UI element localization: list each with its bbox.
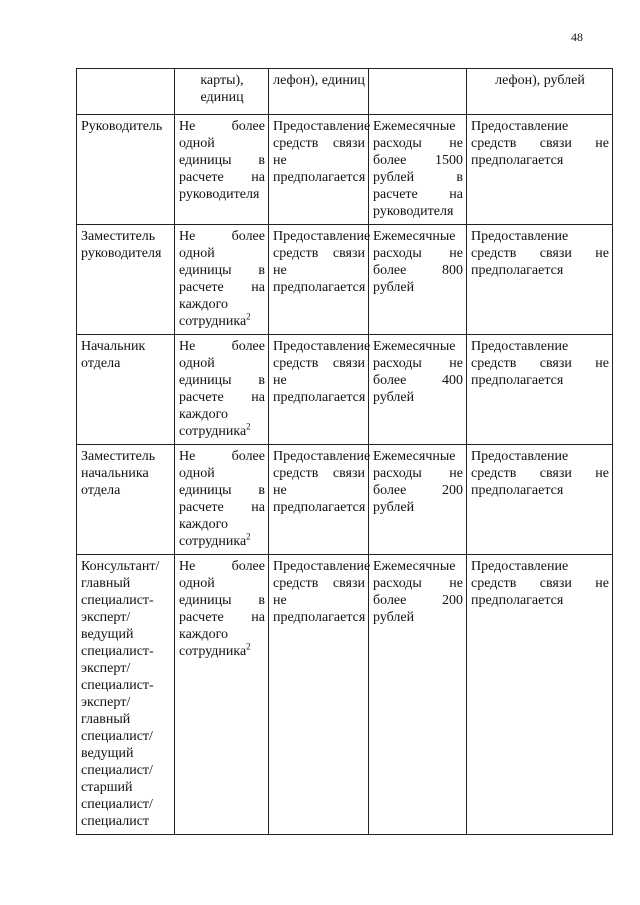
provision-text: Предоставление средств связи не предполагается <box>273 339 371 405</box>
expenses-cell <box>369 225 467 335</box>
expenses-text: Ежемесячные расходы не более 200 рублей <box>373 449 463 515</box>
expenses-text: Ежемесячные расходы не более 1500 рублей в расчете на руководителя <box>373 119 463 219</box>
provision2-text: Предоставление средств связи не предполагается <box>471 449 609 498</box>
provision2-cell <box>467 225 613 335</box>
table-row <box>77 555 613 835</box>
header-cell: карты), единиц <box>175 69 269 115</box>
quantity-text: Не более одной единицы в расчете на каждого сотрудника <box>179 559 265 659</box>
quantity-text: Не более одной единицы в расчете на каждого сотрудника <box>179 339 265 439</box>
provision-cell <box>269 225 369 335</box>
footnote-mark: 2 <box>246 531 251 542</box>
table-row <box>77 115 613 225</box>
expenses-cell <box>369 335 467 445</box>
provision-cell <box>269 115 369 225</box>
norms-table <box>76 68 613 835</box>
position-text: Начальник отдела <box>81 339 146 371</box>
header-cell: лефон), рублей <box>467 69 613 115</box>
position-text: Заместитель руководителя <box>81 229 162 261</box>
provision-text: Предоставление средств связи не предполагается <box>273 449 371 515</box>
provision-text: Предоставление средств связи не предполагается <box>273 229 371 295</box>
provision2-cell <box>467 555 613 835</box>
expenses-cell <box>369 445 467 555</box>
provision2-text: Предоставление средств связи не предполагается <box>471 229 609 278</box>
expenses-text: Ежемесячные расходы не более 400 рублей <box>373 339 463 405</box>
provision-text: Предоставление средств связи не предполагается <box>273 119 371 185</box>
quantity-cell <box>175 115 269 225</box>
provision2-cell <box>467 115 613 225</box>
table-row <box>77 445 613 555</box>
quantity-text: Не более одной единицы в расчете на руководителя <box>179 119 265 202</box>
header-cell: лефон), единиц <box>269 69 369 115</box>
provision-cell <box>269 445 369 555</box>
position-cell <box>77 115 175 225</box>
quantity-cell <box>175 445 269 555</box>
table-row <box>77 335 613 445</box>
provision-text: Предоставление средств связи не предполагается <box>273 559 371 625</box>
provision2-text: Предоставление средств связи не предполагается <box>471 559 609 608</box>
header-continuation-row <box>77 69 613 115</box>
footnote-mark: 2 <box>246 641 251 652</box>
position-cell <box>77 225 175 335</box>
page-number: 48 <box>571 30 583 44</box>
quantity-cell <box>175 225 269 335</box>
position-cell <box>77 335 175 445</box>
header-cell <box>369 69 467 115</box>
table-row <box>77 225 613 335</box>
position-cell <box>77 445 175 555</box>
footnote-mark: 2 <box>246 311 251 322</box>
position-cell <box>77 555 175 835</box>
quantity-text: Не более одной единицы в расчете на каждого сотрудника <box>179 229 265 329</box>
provision2-cell <box>467 335 613 445</box>
expenses-cell <box>369 115 467 225</box>
provision-cell <box>269 555 369 835</box>
provision2-text: Предоставление средств связи не предполагается <box>471 339 609 388</box>
expenses-cell <box>369 555 467 835</box>
provision2-text: Предоставление средств связи не предполагается <box>471 119 609 168</box>
provision-cell <box>269 335 369 445</box>
position-text: Заместитель начальника отдела <box>81 449 156 498</box>
position-text: Руководитель <box>81 119 163 134</box>
header-cell <box>77 69 175 115</box>
expenses-text: Ежемесячные расходы не более 800 рублей <box>373 229 463 295</box>
expenses-text: Ежемесячные расходы не более 200 рублей <box>373 559 463 625</box>
provision2-cell <box>467 445 613 555</box>
quantity-cell <box>175 335 269 445</box>
quantity-cell <box>175 555 269 835</box>
position-text: Консультант/главный специалист-эксперт/ведущий специалист-эксперт/ специалист-эксперт/ главный специалист/ ведущий специалист/старший специалист/специалист <box>81 559 160 829</box>
quantity-text: Не более одной единицы в расчете на каждого сотрудника <box>179 449 265 549</box>
footnote-mark: 2 <box>246 421 251 432</box>
